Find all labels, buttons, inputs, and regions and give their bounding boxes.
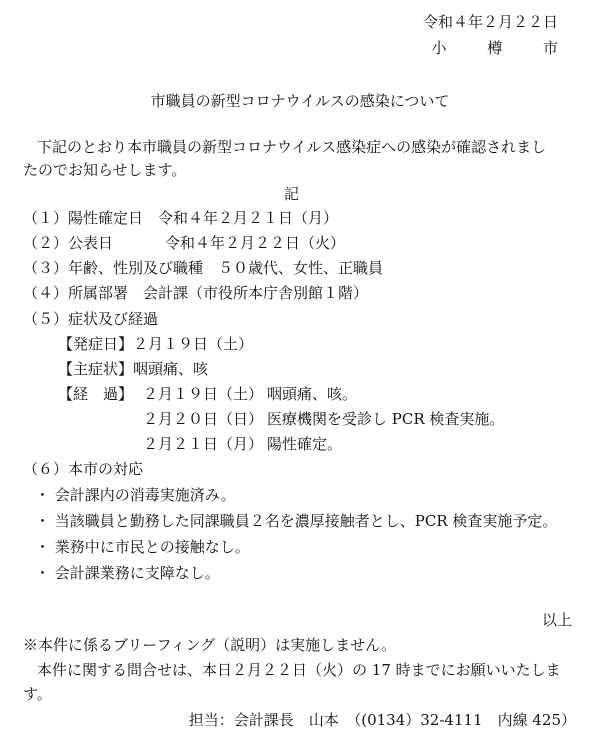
page-title: 市職員の新型コロナウイルスの感染について: [150, 92, 450, 110]
course-label: 【経 過】: [58, 385, 134, 403]
course-date: ２月１９日（土）: [143, 385, 264, 403]
course-text: 陽性確定。: [267, 435, 343, 453]
response-bullet: ・ 会計課内の消毒実施済み。: [35, 486, 236, 504]
response-bullet: ・ 業務中に市民との接触なし。: [35, 538, 250, 556]
course-text: 医療機関を受診し PCR 検査実施。: [267, 410, 505, 428]
ijou-closing: 以上: [541, 611, 572, 629]
intro-line-2: たのでお知らせします。: [23, 161, 187, 179]
item-positive-date: （１）陽性確定日 令和４年２月２１日（月）: [23, 209, 339, 227]
inquiry-line-1: 本件に関する問合せは、本日２月２２日（火）の 17 時までにお願いいたしま: [37, 661, 561, 679]
item-response-heading: （６）本市の対応: [23, 460, 144, 478]
item-symptoms-heading: （５）症状及び経過: [23, 310, 159, 328]
contact-info: 担当：会計課長 山本 （(0134）32-4111 内線 425）: [188, 711, 576, 729]
item-announce-label: （２）公表日: [23, 234, 114, 252]
item-announce-value: 令和４年２月２２日（火）: [165, 234, 346, 252]
course-text: 咽頭痛、咳。: [267, 385, 358, 403]
inquiry-line-2: す。: [23, 685, 52, 703]
issuer-name: 小 樽 市: [431, 39, 576, 57]
item-department: （４）所属部署 会計課（市役所本庁舎別館１階）: [23, 284, 369, 302]
briefing-note: ※本件に係るブリーフィング（説明）は実施しません。: [23, 636, 397, 654]
course-date: ２月２０日（日）: [143, 410, 264, 428]
response-bullet: ・ 当該職員と勤務した同課職員２名を濃厚接触者とし、PCR 検査実施予定。: [35, 512, 558, 530]
response-bullet: ・ 会計課業務に支障なし。: [35, 564, 220, 582]
issue-date: 令和４年２月２２日: [422, 13, 558, 31]
onset-line: 【発症日】２月１９日（土）: [58, 335, 254, 353]
item-profile: （３）年齢、性別及び職種 ５０歳代、女性、正職員: [23, 259, 384, 277]
intro-line-1: 下記のとおり本市職員の新型コロナウイルス感染症への感染が確認されまし: [37, 138, 547, 156]
course-date: ２月２１日（月）: [143, 435, 264, 453]
ki-heading: 記: [284, 185, 300, 203]
main-symptom-line: 【主症状】咽頭痛、咳: [58, 360, 209, 378]
